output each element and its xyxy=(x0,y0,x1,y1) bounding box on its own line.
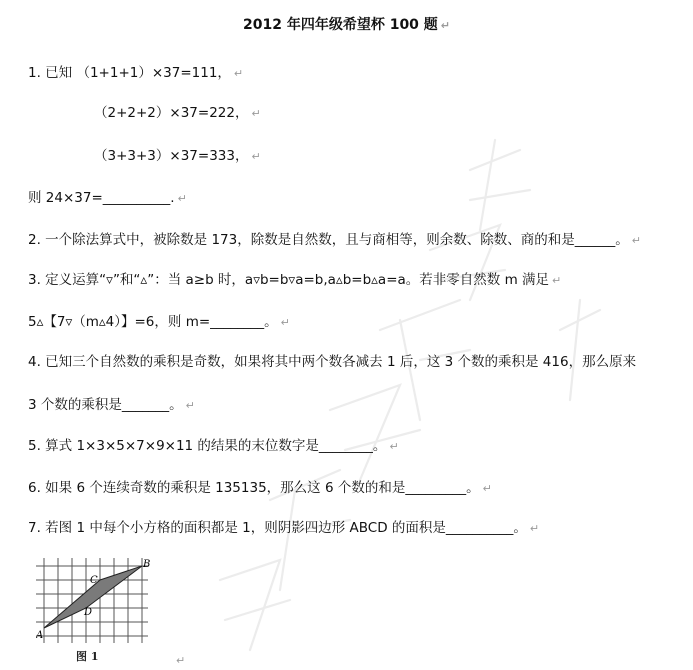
question-1-line-1: 1. 已知 （1+1+1）×37=111， ↵ xyxy=(28,65,244,81)
question-4-line-2: 3 个数的乘积是_______。 ↵ xyxy=(28,397,195,413)
question-7: 7. 若图 1 中每个小方格的面积都是 1，则阴影四边形 ABCD 的面积是__________。 ↵ xyxy=(28,520,540,536)
question-1-line-4: 则 24×37=__________. ↵ xyxy=(28,190,187,206)
question-3-line-2: 5▵【7▿（m▵4）】=6，则 m=________。 ↵ xyxy=(28,314,290,330)
figure-caption: 图 1 xyxy=(76,650,99,663)
question-4-line-1: 4. 已知三个自然数的乘积是奇数，如果将其中两个数各减去 1 后，这 3 个数的乘积是 416，那么原来 xyxy=(28,354,637,370)
label-b: B xyxy=(143,559,151,570)
label-d: D xyxy=(84,607,93,618)
question-5: 5. 算式 1×3×5×7×9×11 的结果的末位数字是________。 ↵ xyxy=(28,438,399,454)
label-c: C xyxy=(90,575,98,586)
question-6: 6. 如果 6 个连续奇数的乘积是 135135，那么这 6 个数的和是_________。 ↵ xyxy=(28,480,492,496)
label-a: A xyxy=(36,630,44,641)
page-title: 2012 年四年级希望杯 100 题 ↵ xyxy=(242,17,451,33)
paragraph-mark: ↵ xyxy=(176,654,186,667)
question-3-line-1: 3. 定义运算“▿”和“▵”：当 a≥b 时，a▿b=b▿a=b,a▵b=b▵a=a。若非零自然数 m 满足 ↵ xyxy=(28,272,562,288)
question-2: 2. 一个除法算式中，被除数是 173，除数是自然数，且与商相等，则余数、除数、商的和是______。 ↵ xyxy=(28,232,641,248)
question-1-line-2: （2+2+2）×37=222， ↵ xyxy=(94,105,261,121)
question-1-line-3: （3+3+3）×37=333， ↵ xyxy=(94,148,261,164)
